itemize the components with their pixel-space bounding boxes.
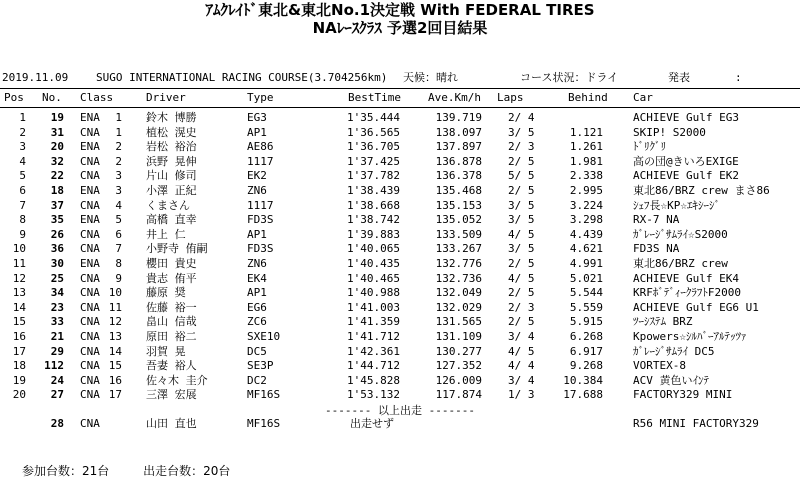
row-car: ACHIEVE Gulf EG6 U1	[633, 301, 759, 314]
header-behind: Behind	[568, 91, 608, 104]
row-class-position: 14	[108, 345, 122, 358]
row-laps: 2/ 5	[508, 184, 535, 197]
course-condition: コース状況：ドライ	[520, 71, 619, 84]
row-pos: 9	[19, 228, 26, 241]
row-class: CNA	[80, 169, 100, 182]
announce-time: :	[735, 71, 742, 84]
row-class: CNA	[80, 374, 100, 387]
started-separator: ------- 以上出走 -------	[325, 404, 475, 417]
row-best-time: 1'38.668	[347, 199, 400, 212]
row-type: ZC6	[247, 315, 267, 328]
event-date: 2019.11.09	[2, 71, 69, 84]
row-class: CNA	[80, 286, 100, 299]
announce-label: 発表	[668, 71, 690, 84]
row-avg-speed: 126.009	[435, 374, 482, 387]
row-behind: 10.384	[563, 374, 603, 387]
row-car: 東北86/BRZ crew まさ86	[633, 184, 770, 197]
dns-car: R56 MINI FACTORY329	[633, 417, 759, 430]
row-avg-speed: 136.378	[435, 169, 482, 182]
starters-count: 出走台数：20台	[143, 464, 231, 478]
row-class: CNA	[80, 228, 100, 241]
row-driver: くまさん	[146, 199, 190, 212]
row-best-time: 1'41.359	[347, 315, 400, 328]
row-best-time: 1'41.003	[347, 301, 400, 314]
row-behind: 17.688	[563, 388, 603, 401]
row-laps: 2/ 5	[508, 257, 535, 270]
row-driver: 藤原 奨	[146, 286, 186, 299]
row-class-position: 2	[115, 155, 122, 168]
header-driver: Driver	[146, 91, 186, 104]
row-avg-speed: 137.897	[435, 140, 482, 153]
dns-status: 出走せず	[350, 417, 394, 430]
table-row	[0, 301, 800, 315]
row-car-number: 34	[50, 286, 64, 299]
row-type: AE86	[247, 140, 274, 153]
row-class: ENA	[80, 184, 100, 197]
event-info-bar	[0, 70, 800, 86]
row-type: EG6	[247, 301, 267, 314]
dns-car-number: 28	[50, 417, 64, 430]
row-best-time: 1'40.465	[347, 272, 400, 285]
table-row	[0, 286, 800, 300]
row-best-time: 1'37.782	[347, 169, 400, 182]
table-row	[0, 111, 800, 125]
row-behind: 9.268	[569, 359, 603, 372]
row-class-position: 6	[115, 228, 122, 241]
row-behind: 6.917	[569, 345, 603, 358]
summary-footer	[22, 464, 260, 479]
table-row	[0, 315, 800, 329]
row-car-number: 26	[50, 228, 64, 241]
row-class-position: 4	[115, 199, 122, 212]
row-type: DC2	[247, 374, 267, 387]
row-avg-speed: 132.736	[435, 272, 482, 285]
row-laps: 5/ 5	[508, 169, 535, 182]
row-car-number: 35	[50, 213, 64, 226]
row-best-time: 1'36.705	[347, 140, 400, 153]
row-laps: 2/ 5	[508, 315, 535, 328]
row-type: EK2	[247, 169, 267, 182]
row-behind: 2.338	[569, 169, 603, 182]
row-car: ｶﾞﾚｰｼﾞｻﾑﾗｲ☆S2000	[633, 228, 728, 241]
row-car-number: 19	[50, 111, 64, 124]
row-class: ENA	[80, 111, 100, 124]
row-car: 東北86/BRZ crew	[633, 257, 728, 270]
table-row	[0, 272, 800, 286]
row-driver: 植松 滉史	[146, 126, 197, 139]
table-row	[0, 345, 800, 359]
row-pos: 2	[19, 126, 26, 139]
table-row	[0, 213, 800, 227]
row-car-number: 31	[50, 126, 64, 139]
row-avg-speed: 130.277	[435, 345, 482, 358]
row-car: RX-7 NA	[633, 213, 680, 226]
row-pos: 17	[12, 345, 26, 358]
row-best-time: 1'37.425	[347, 155, 400, 168]
row-pos: 10	[12, 242, 26, 255]
row-driver: 井上 仁	[146, 228, 186, 241]
row-pos: 19	[12, 374, 26, 387]
row-class-position: 15	[108, 359, 122, 372]
row-car: ﾄﾞﾘｸﾞﾘ	[633, 140, 666, 153]
row-best-time: 1'39.883	[347, 228, 400, 241]
row-class-position: 1	[115, 126, 122, 139]
row-driver: 片山 修司	[146, 169, 197, 182]
row-class: CNA	[80, 199, 100, 212]
row-laps: 3/ 5	[508, 242, 535, 255]
row-class-position: 1	[115, 111, 122, 124]
dns-row	[0, 417, 800, 431]
header-no: No.	[42, 91, 62, 104]
row-car-number: 21	[50, 330, 64, 343]
row-car-number: 23	[50, 301, 64, 314]
table-row	[0, 155, 800, 169]
row-type: AP1	[247, 286, 267, 299]
row-best-time: 1'38.742	[347, 213, 400, 226]
row-class-position: 3	[115, 184, 122, 197]
header-avg-speed: Ave.Km/h	[428, 91, 481, 104]
row-car-number: 18	[50, 184, 64, 197]
row-car: FACTORY329 MINI	[633, 388, 733, 401]
row-pos: 8	[19, 213, 26, 226]
table-row	[0, 184, 800, 198]
row-class-position: 13	[108, 330, 122, 343]
row-avg-speed: 133.509	[435, 228, 482, 241]
page-subtitle: NAﾚｰｽｸﾗｽ 予選2回目結果	[312, 19, 488, 37]
row-car-number: 27	[50, 388, 64, 401]
row-driver: 岩松 裕治	[146, 140, 197, 153]
row-car-number: 24	[50, 374, 64, 387]
row-avg-speed: 136.878	[435, 155, 482, 168]
dns-type: MF16S	[247, 417, 281, 430]
row-behind: 5.021	[569, 272, 603, 285]
row-behind: 5.544	[569, 286, 603, 299]
header-laps: Laps	[497, 91, 524, 104]
row-car: SKIP! S2000	[633, 126, 706, 139]
row-laps: 4/ 5	[508, 272, 535, 285]
row-type: 1117	[247, 155, 274, 168]
row-type: EG3	[247, 111, 267, 124]
row-best-time: 1'53.132	[347, 388, 400, 401]
table-row	[0, 199, 800, 213]
table-header	[0, 91, 800, 105]
row-laps: 3/ 5	[508, 213, 535, 226]
row-best-time: 1'36.565	[347, 126, 400, 139]
row-car-number: 22	[50, 169, 64, 182]
row-type: AP1	[247, 228, 267, 241]
row-behind: 3.298	[569, 213, 603, 226]
row-car: ACHIEVE Gulf EK4	[633, 272, 739, 285]
row-laps: 3/ 5	[508, 126, 535, 139]
row-pos: 12	[12, 272, 26, 285]
row-type: ZN6	[247, 257, 267, 270]
row-car: ｼｪﾌ長☆KP☆ｴｷｼｰｼﾞ	[633, 199, 720, 212]
row-laps: 2/ 5	[508, 286, 535, 299]
row-class: CNA	[80, 388, 100, 401]
row-laps: 1/ 3	[508, 388, 535, 401]
row-best-time: 1'40.065	[347, 242, 400, 255]
row-driver: 貴志 侑平	[146, 272, 197, 285]
row-type: 1117	[247, 199, 274, 212]
row-driver: 櫻田 貴史	[146, 257, 197, 270]
row-class: CNA	[80, 242, 100, 255]
header-rule-bottom	[0, 107, 800, 108]
row-laps: 4/ 5	[508, 345, 535, 358]
header-rule-top	[0, 88, 800, 89]
table-row	[0, 228, 800, 242]
row-car: ACHIEVE Gulf EK2	[633, 169, 739, 182]
row-laps: 2/ 4	[508, 111, 535, 124]
row-class-position: 7	[115, 242, 122, 255]
row-driver: 佐藤 裕一	[146, 301, 197, 314]
row-avg-speed: 131.109	[435, 330, 482, 343]
dns-class: CNA	[80, 417, 100, 430]
row-pos: 11	[12, 257, 26, 270]
row-behind: 5.559	[569, 301, 603, 314]
row-class-position: 5	[115, 213, 122, 226]
row-behind: 1.261	[569, 140, 603, 153]
row-class: CNA	[80, 272, 100, 285]
row-type: AP1	[247, 126, 267, 139]
row-laps: 3/ 5	[508, 199, 535, 212]
row-laps: 4/ 4	[508, 359, 535, 372]
row-car-number: 30	[50, 257, 64, 270]
row-type: MF16S	[247, 388, 281, 401]
row-behind: 1.981	[569, 155, 603, 168]
row-driver: 小野寺 侑嗣	[146, 242, 208, 255]
row-pos: 5	[19, 169, 26, 182]
row-driver: 畠山 信哉	[146, 315, 197, 328]
row-best-time: 1'45.828	[347, 374, 400, 387]
dns-driver: 山田 直也	[146, 417, 197, 430]
table-row	[0, 169, 800, 183]
row-car-number: 29	[50, 345, 64, 358]
row-driver: 佐々木 圭介	[146, 374, 208, 387]
row-class: CNA	[80, 315, 100, 328]
row-best-time: 1'41.712	[347, 330, 400, 343]
row-avg-speed: 138.097	[435, 126, 482, 139]
table-row	[0, 126, 800, 140]
row-avg-speed: 135.468	[435, 184, 482, 197]
row-type: FD3S	[247, 213, 274, 226]
row-class-position: 3	[115, 169, 122, 182]
row-best-time: 1'38.439	[347, 184, 400, 197]
row-best-time: 1'42.361	[347, 345, 400, 358]
row-pos: 20	[12, 388, 26, 401]
row-avg-speed: 135.153	[435, 199, 482, 212]
table-row	[0, 359, 800, 373]
row-laps: 4/ 5	[508, 228, 535, 241]
row-avg-speed: 132.049	[435, 286, 482, 299]
row-pos: 7	[19, 199, 26, 212]
row-class: CNA	[80, 330, 100, 343]
row-driver: 羽賀 晃	[146, 345, 186, 358]
row-behind: 3.224	[569, 199, 603, 212]
row-behind: 4.439	[569, 228, 603, 241]
row-behind: 5.915	[569, 315, 603, 328]
row-behind: 4.991	[569, 257, 603, 270]
row-type: SXE10	[247, 330, 281, 343]
row-pos: 14	[12, 301, 26, 314]
row-class: CNA	[80, 301, 100, 314]
table-row	[0, 388, 800, 402]
row-type: SE3P	[247, 359, 274, 372]
row-driver: 原田 裕二	[146, 330, 197, 343]
row-class-position: 16	[108, 374, 122, 387]
row-pos: 15	[12, 315, 26, 328]
row-car: ﾂｰｼｽﾃﾑ BRZ	[633, 315, 693, 328]
row-best-time: 1'40.988	[347, 286, 400, 299]
row-pos: 16	[12, 330, 26, 343]
row-car: Kpowers☆ｼﾙﾊﾞｰｱﾙﾃｯﾂｧ	[633, 330, 747, 343]
row-driver: 浜野 晃伸	[146, 155, 197, 168]
header-pos: Pos	[4, 91, 24, 104]
weather-status: 天候：晴れ	[403, 71, 458, 84]
row-car-number: 112	[44, 359, 64, 372]
row-class-position: 17	[108, 388, 122, 401]
row-avg-speed: 117.874	[435, 388, 482, 401]
row-car-number: 33	[50, 315, 64, 328]
header-car: Car	[633, 91, 653, 104]
row-avg-speed: 135.052	[435, 213, 482, 226]
row-driver: 小澤 正紀	[146, 184, 197, 197]
row-driver: 高橋 直幸	[146, 213, 197, 226]
row-avg-speed: 131.565	[435, 315, 482, 328]
row-pos: 6	[19, 184, 26, 197]
table-row	[0, 242, 800, 256]
row-laps: 2/ 3	[508, 301, 535, 314]
row-class: CNA	[80, 126, 100, 139]
row-class-position: 9	[115, 272, 122, 285]
header-class: Class	[80, 91, 114, 104]
row-car: ｶﾞﾚｰｼﾞｻﾑﾗｲ DC5	[633, 345, 715, 358]
row-pos: 1	[19, 111, 26, 124]
header-best-time: BestTime	[348, 91, 401, 104]
table-row	[0, 257, 800, 271]
row-car-number: 37	[50, 199, 64, 212]
row-class-position: 10	[108, 286, 122, 299]
row-pos: 18	[12, 359, 26, 372]
row-avg-speed: 132.776	[435, 257, 482, 270]
row-car: FD3S NA	[633, 242, 680, 255]
row-class: CNA	[80, 359, 100, 372]
row-car: KRFﾎﾞﾃﾞｨｰｸﾗﾌﾄF2000	[633, 286, 741, 299]
row-type: FD3S	[247, 242, 274, 255]
header-type: Type	[247, 91, 274, 104]
row-class-position: 8	[115, 257, 122, 270]
page-title: ｱﾑｸﾚｲﾄﾞ東北&東北No.1決定戦 With FEDERAL TIRES	[205, 1, 595, 19]
row-car-number: 32	[50, 155, 64, 168]
row-type: EK4	[247, 272, 267, 285]
row-behind: 1.121	[569, 126, 603, 139]
row-pos: 3	[19, 140, 26, 153]
row-driver: 鈴木 博勝	[146, 111, 197, 124]
table-row	[0, 374, 800, 388]
row-class-position: 2	[115, 140, 122, 153]
row-driver: 三澤 宏展	[146, 388, 197, 401]
table-row	[0, 330, 800, 344]
table-row	[0, 140, 800, 154]
row-class: ENA	[80, 257, 100, 270]
course-name: SUGO INTERNATIONAL RACING COURSE(3.704256km)	[96, 71, 388, 84]
row-class: CNA	[80, 345, 100, 358]
row-class-position: 11	[108, 301, 122, 314]
row-car-number: 36	[50, 242, 64, 255]
row-best-time: 1'35.444	[347, 111, 400, 124]
entries-count: 参加台数：21台	[22, 464, 110, 478]
row-best-time: 1'44.712	[347, 359, 400, 372]
row-avg-speed: 127.352	[435, 359, 482, 372]
row-behind: 2.995	[569, 184, 603, 197]
row-best-time: 1'40.435	[347, 257, 400, 270]
row-laps: 3/ 4	[508, 330, 535, 343]
row-class: CNA	[80, 155, 100, 168]
row-class: ENA	[80, 213, 100, 226]
row-car: ACHIEVE Gulf EG3	[633, 111, 739, 124]
row-type: ZN6	[247, 184, 267, 197]
row-car-number: 25	[50, 272, 64, 285]
row-car-number: 20	[50, 140, 64, 153]
row-class: ENA	[80, 140, 100, 153]
row-type: DC5	[247, 345, 267, 358]
row-class-position: 12	[108, 315, 122, 328]
row-laps: 2/ 3	[508, 140, 535, 153]
row-avg-speed: 133.267	[435, 242, 482, 255]
row-car: ACV 黄色いｲﾝﾃ	[633, 374, 709, 387]
row-pos: 4	[19, 155, 26, 168]
row-avg-speed: 139.719	[435, 111, 482, 124]
row-car: VORTEX-8	[633, 359, 686, 372]
row-car: 高の団@きいろEXIGE	[633, 155, 739, 168]
row-laps: 2/ 5	[508, 155, 535, 168]
row-driver: 吾妻 裕人	[146, 359, 197, 372]
row-behind: 4.621	[569, 242, 603, 255]
row-laps: 3/ 4	[508, 374, 535, 387]
row-behind: 6.268	[569, 330, 603, 343]
row-pos: 13	[12, 286, 26, 299]
row-avg-speed: 132.029	[435, 301, 482, 314]
